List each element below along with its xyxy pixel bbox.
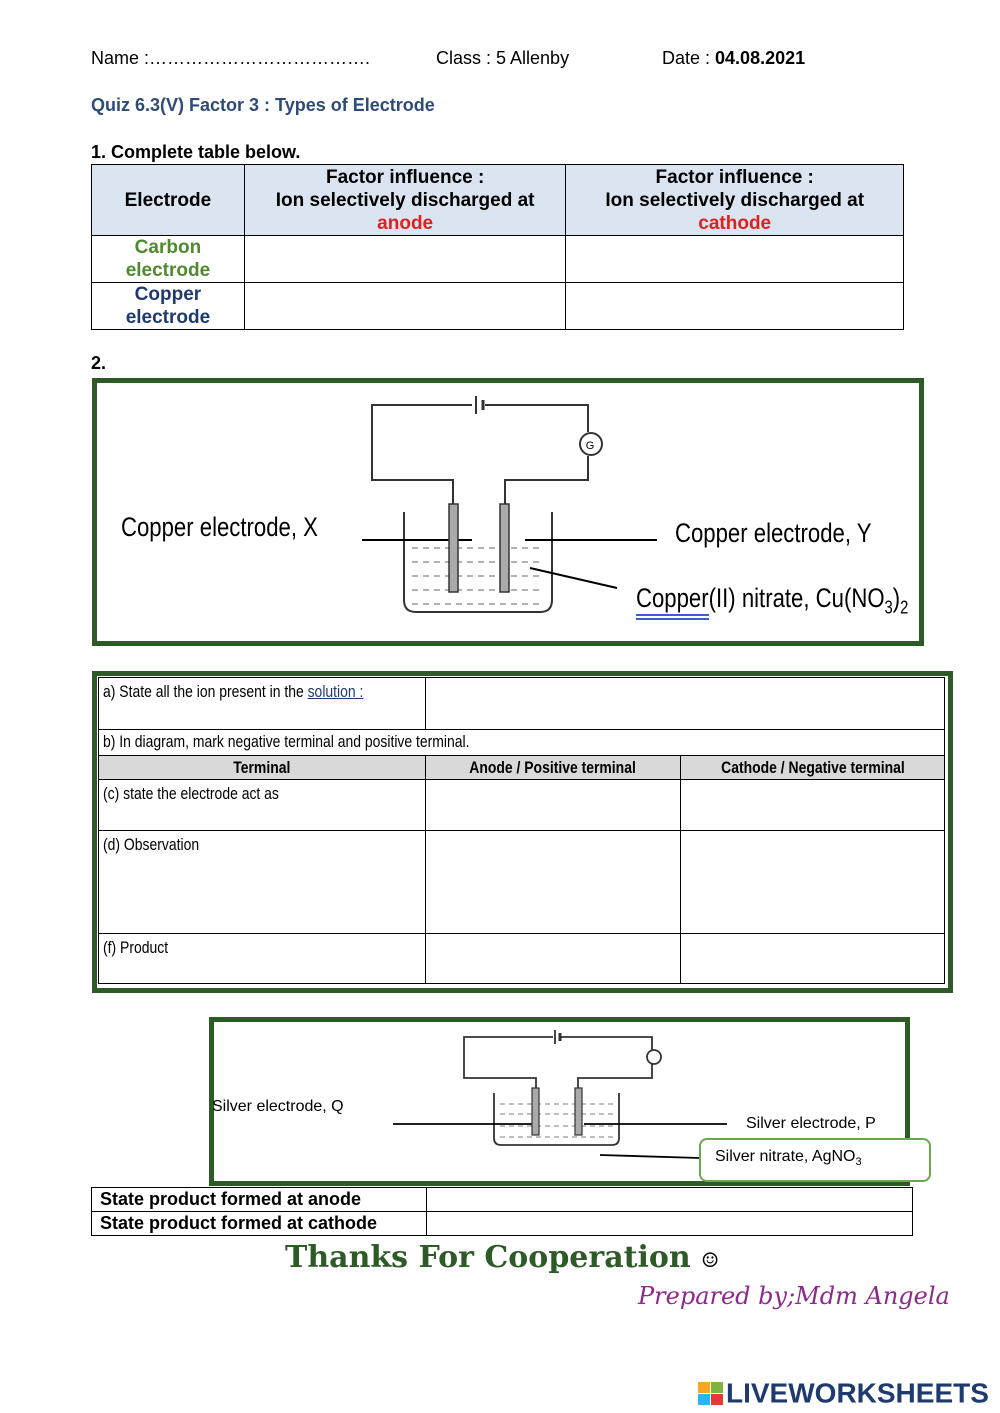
question-f-cell xyxy=(99,934,426,984)
quiz-title: Quiz 6.3(V) Factor 3 : Types of Electrode xyxy=(91,95,435,115)
wire-top-right-2 xyxy=(561,1037,652,1050)
question-1-label: 1. Complete table below. xyxy=(91,142,301,162)
copper-electrode-y-label: Copper electrode, Y xyxy=(675,518,872,548)
copper-line2: electrode xyxy=(125,307,211,328)
question-c-cell xyxy=(99,780,426,831)
name-field-label: Name :………………………………. xyxy=(91,48,371,68)
question-b-cell xyxy=(99,730,945,756)
question-c-label: (c) state the electrode act as xyxy=(103,784,279,803)
table-row xyxy=(92,1188,913,1212)
thanks-message xyxy=(285,1240,719,1275)
copper-line1: Copper xyxy=(134,284,202,305)
question-d-label: (d) Observation xyxy=(103,835,200,854)
cathode-word: cathode xyxy=(698,212,772,234)
carbon-line2: electrode xyxy=(125,260,211,281)
carbon-line1: Carbon xyxy=(134,237,202,258)
copper-electrolysis-diagram xyxy=(0,0,1000,660)
galvanometer-icon-2 xyxy=(647,1050,661,1064)
copper-electrode-x-label: Copper electrode, X xyxy=(121,512,318,542)
header-cathode-negative xyxy=(681,756,945,780)
cathode-header-line1: Factor influence : xyxy=(655,166,814,188)
wire-left xyxy=(372,405,472,504)
silver-electrode-p-label: Silver electrode, P xyxy=(746,1115,876,1132)
question-d-cell xyxy=(99,831,426,934)
thanks-text: Thanks For Cooperation xyxy=(285,1240,691,1275)
cathode-header-text: Cathode / Negative terminal xyxy=(720,757,905,777)
pointer-silver-nitrate xyxy=(600,1155,700,1158)
answer-cell-ions[interactable] xyxy=(425,678,944,730)
class-label: Class : 5 Allenby xyxy=(436,48,570,68)
date-prefix: Date : xyxy=(662,48,716,68)
table-row xyxy=(99,678,945,730)
anode-header-text: Anode / Positive terminal xyxy=(469,757,637,777)
cathode-header-line2: Ion selectively discharged at xyxy=(605,189,865,211)
spellcheck-underline xyxy=(636,614,709,616)
question-2-label: 2. xyxy=(91,353,107,373)
solution-paren: ) xyxy=(892,583,901,613)
solution-subscript: 3 xyxy=(884,597,893,618)
table-row xyxy=(99,831,945,934)
answer-cell-c-anode[interactable] xyxy=(425,780,681,831)
answer-cell-product-anode[interactable] xyxy=(426,1188,912,1212)
answer-cell-d-cathode[interactable] xyxy=(681,831,945,934)
silver-electrode-q-label: Silver electrode, Q xyxy=(212,1098,344,1115)
table-row xyxy=(99,730,945,756)
question-f-label: (f) Product xyxy=(103,938,169,957)
solution-text: Copper(II) nitrate, Cu(NO xyxy=(636,583,885,613)
question-a-cell xyxy=(99,678,426,730)
logo-grid-icon xyxy=(698,1382,724,1406)
prepared-by: Prepared by;Mdm Angela xyxy=(638,1282,950,1310)
answer-cell-product-cathode[interactable] xyxy=(426,1212,912,1236)
header-terminal xyxy=(99,756,426,780)
date-value: 04.08.2021 xyxy=(715,48,806,68)
electrolysis-question-table xyxy=(98,677,945,984)
wire-right xyxy=(505,456,588,504)
galvanometer-label: G xyxy=(585,440,595,452)
answer-cell-d-anode[interactable] xyxy=(425,831,681,934)
answer-cell-f-cathode[interactable] xyxy=(681,934,945,984)
question-a-label: a) State all the ion present in the xyxy=(103,682,308,701)
header-anode-positive xyxy=(425,756,681,780)
silver-nitrate-label xyxy=(699,1138,931,1182)
question-a-solution: solution : xyxy=(307,682,364,701)
wire-top-right xyxy=(485,405,588,432)
product-anode-label: State product formed at anode xyxy=(92,1188,427,1212)
table-row xyxy=(99,934,945,984)
wire-right-2 xyxy=(578,1064,652,1088)
table-header-row xyxy=(99,756,945,780)
logo-text: LIVEWORKSHEETS xyxy=(726,1377,989,1409)
pointer-solution xyxy=(530,568,617,588)
terminal-header-text: Terminal xyxy=(233,757,291,777)
electrode-y xyxy=(500,504,509,592)
anode-word: anode xyxy=(377,212,434,234)
smiley-icon: ☺ xyxy=(701,1248,720,1272)
answer-cell-f-anode[interactable] xyxy=(425,934,681,984)
question-b-label: b) In diagram, mark negative terminal and positive terminal. xyxy=(103,732,470,751)
table-row xyxy=(92,1212,913,1236)
header-electrode: Electrode xyxy=(92,165,245,236)
solution-subscript-2: 2 xyxy=(900,597,909,618)
silver-nitrate-subscript: 3 xyxy=(855,1156,862,1169)
anode-header-line2: Ion selectively discharged at xyxy=(275,189,535,211)
wire-left-2 xyxy=(464,1037,553,1088)
anode-header-line1: Factor influence : xyxy=(325,166,485,188)
table-row xyxy=(99,780,945,831)
product-table xyxy=(91,1187,913,1236)
spellcheck-underline-2 xyxy=(636,618,709,620)
product-cathode-label: State product formed at cathode xyxy=(92,1212,427,1236)
answer-cell-c-cathode[interactable] xyxy=(681,780,945,831)
question-a-text xyxy=(103,682,363,702)
silver-nitrate-text: Silver nitrate, AgNO xyxy=(715,1148,856,1165)
electrode-p xyxy=(575,1088,582,1135)
electrode-x xyxy=(449,504,458,592)
electrode-q xyxy=(532,1088,539,1135)
liveworksheets-logo xyxy=(698,1376,989,1410)
